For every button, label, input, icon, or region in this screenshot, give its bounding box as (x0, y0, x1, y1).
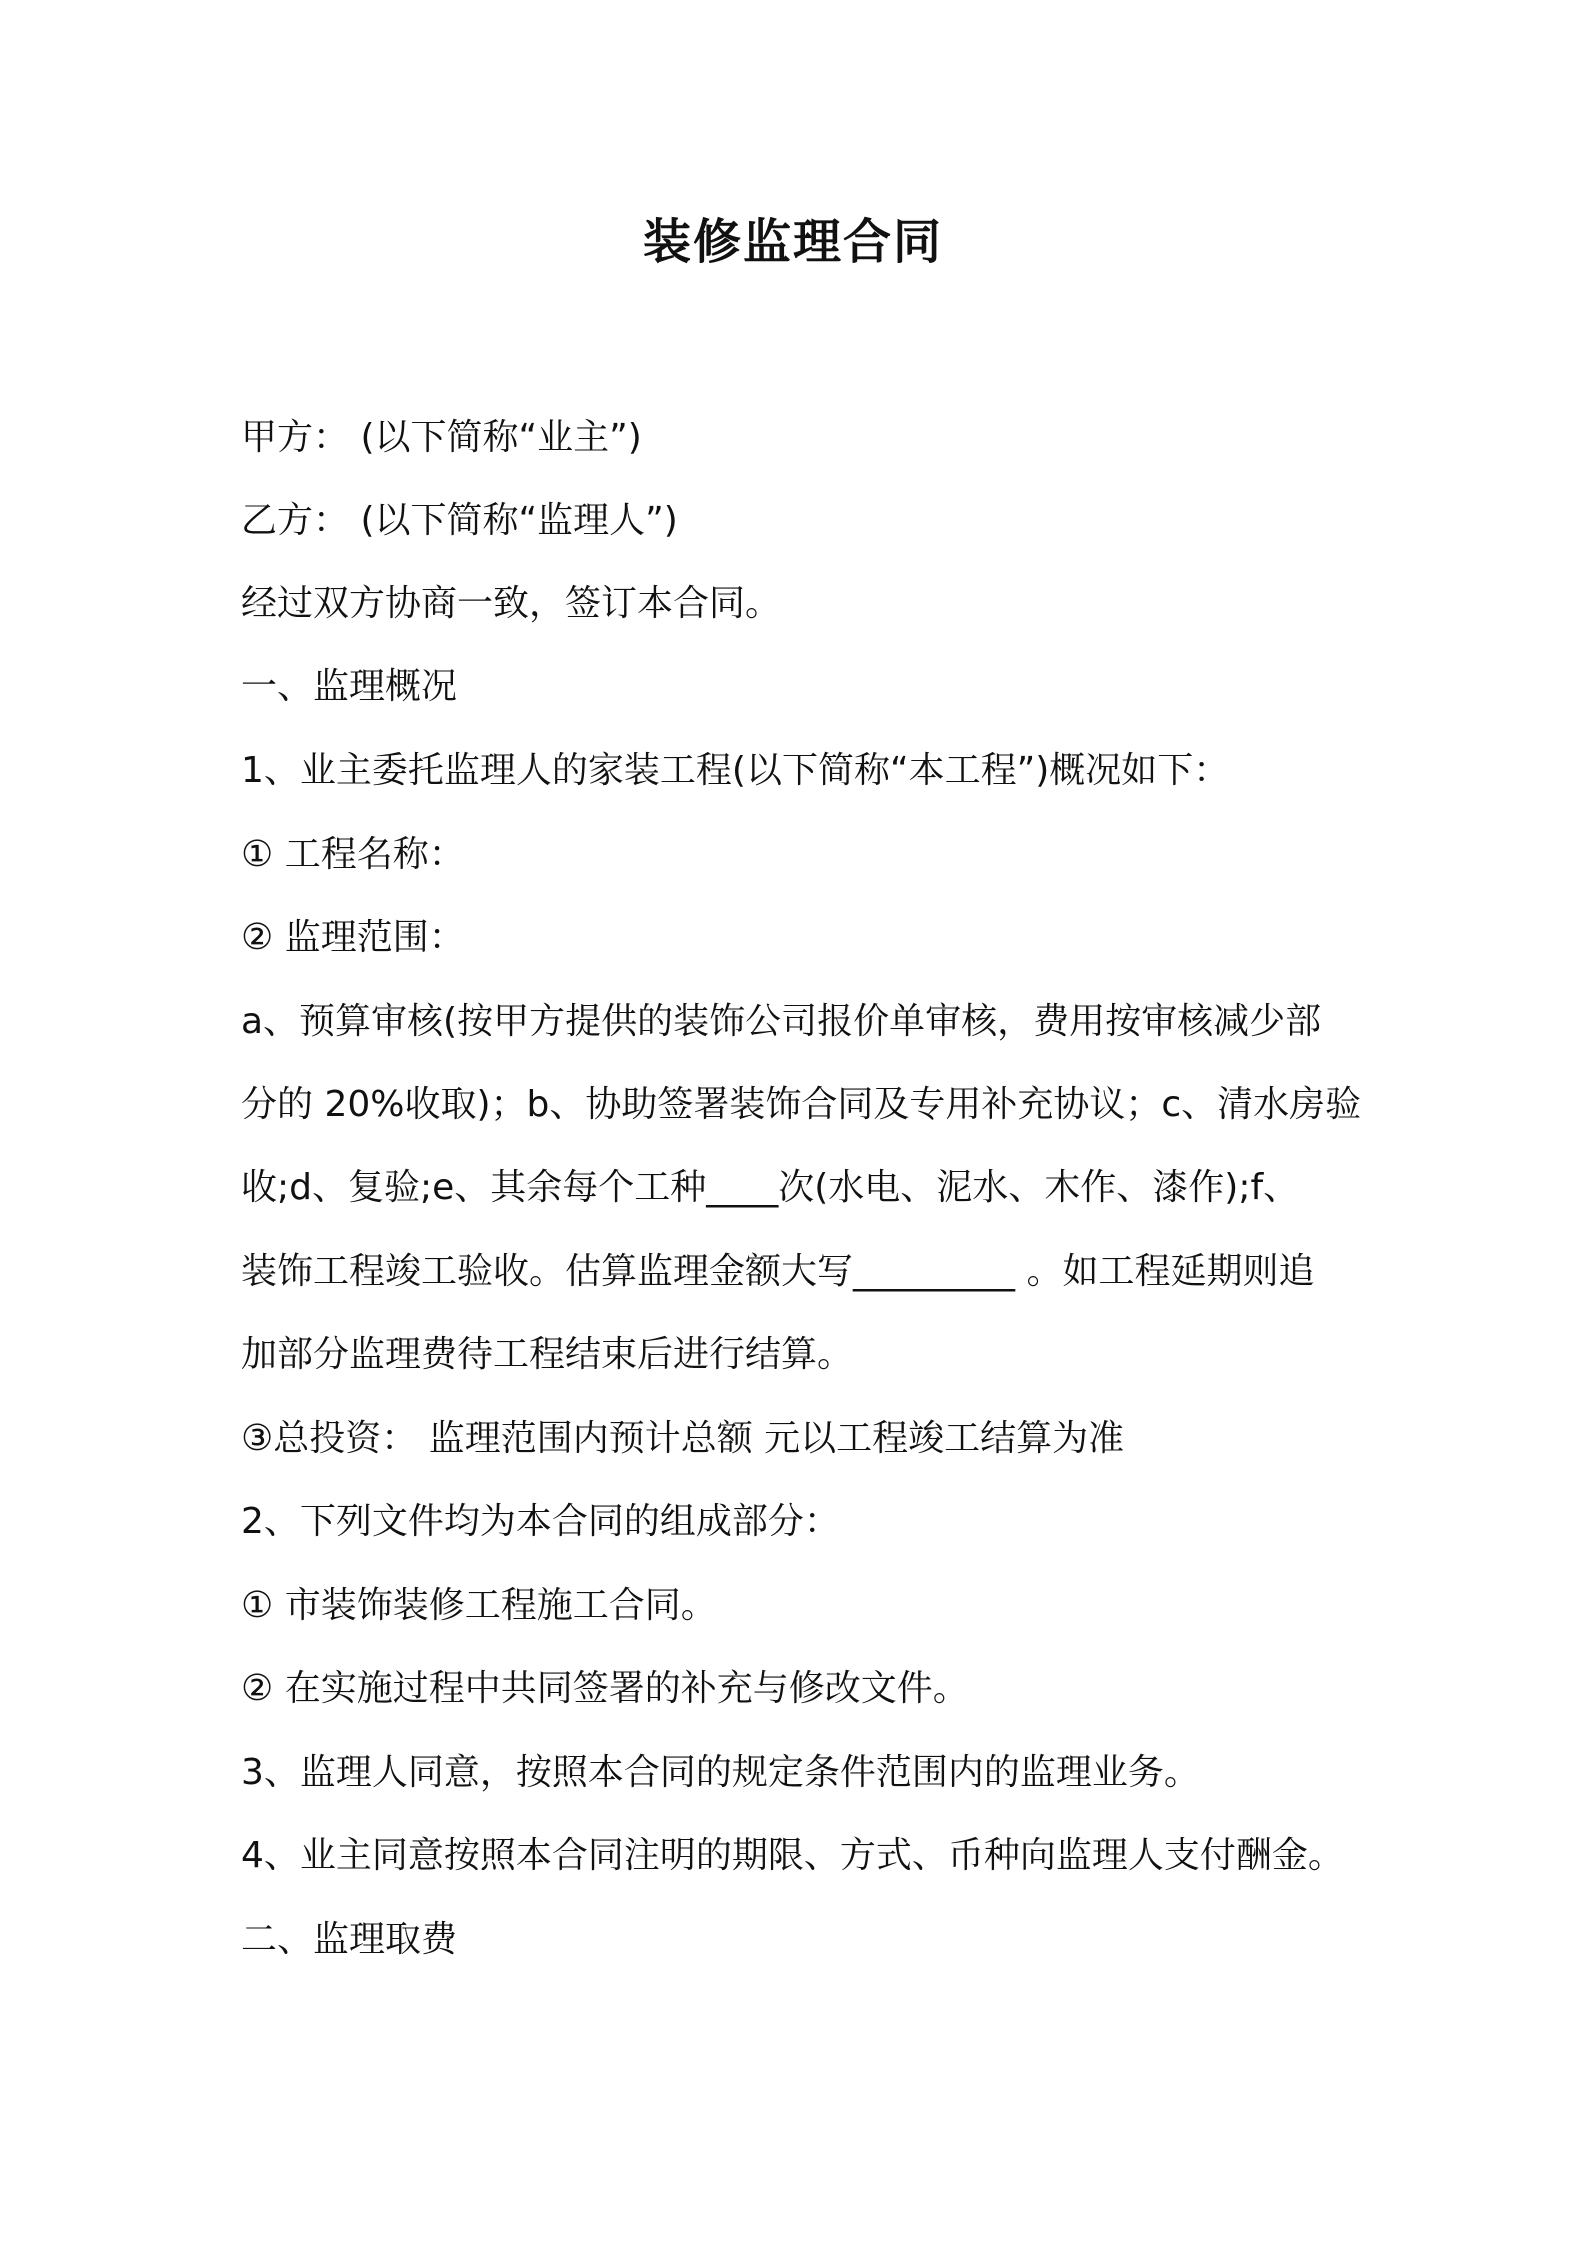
agreement-line: 经过双方协商一致，签订本合同。 (241, 583, 782, 624)
clause-2-line: 2、下列文件均为本合同的组成部分： (241, 1501, 840, 1542)
clause-4-line: 4、业主同意按照本合同注明的期限、方式、币种向监理人支付酬金。 (241, 1835, 1344, 1876)
section-heading-1: 一、监理概况 (241, 666, 458, 707)
party-b-line: 乙方： (以下简称“监理人”) (241, 500, 678, 541)
scope-paragraph-line-2: 分的 20%收取)；b、协助签署装饰合同及专用补充协议；c、清水房验 (241, 1084, 1362, 1125)
scope-paragraph-line-5: 加部分监理费待工程结束后进行结算。 (241, 1334, 854, 1375)
total-investment-line: ③总投资： 监理范围内预计总额 元以工程竣工结算为准 (241, 1418, 1125, 1459)
clause-1-line: 1、业主委托监理人的家装工程(以下简称“本工程”)概况如下： (241, 750, 1230, 791)
clause-3-line: 3、监理人同意，按照本合同的规定条件范围内的监理业务。 (241, 1752, 1200, 1793)
supervision-scope-line: ② 监理范围： (241, 917, 465, 958)
project-name-line: ① 工程名称： (241, 834, 465, 875)
section-heading-2: 二、监理取费 (241, 1919, 458, 1960)
scope-paragraph-line-1: a、预算审核(按甲方提供的装饰公司报价单审核，费用按审核减少部 (241, 1001, 1322, 1042)
contract-document-1-line: ① 市装饰装修工程施工合同。 (241, 1585, 717, 1626)
scope-paragraph-line-3: 收;d、复验;e、其余每个工种____次(水电、泥水、木作、漆作);f、 (241, 1167, 1300, 1208)
contract-document-2-line: ② 在实施过程中共同签署的补充与修改文件。 (241, 1668, 969, 1709)
party-a-line: 甲方： (以下简称“业主”) (241, 417, 642, 458)
scope-paragraph-line-4: 装饰工程竣工验收。估算监理金额大写_________ 。如工程延期则追 (241, 1251, 1315, 1292)
document-title: 装修监理合同 (642, 214, 943, 270)
